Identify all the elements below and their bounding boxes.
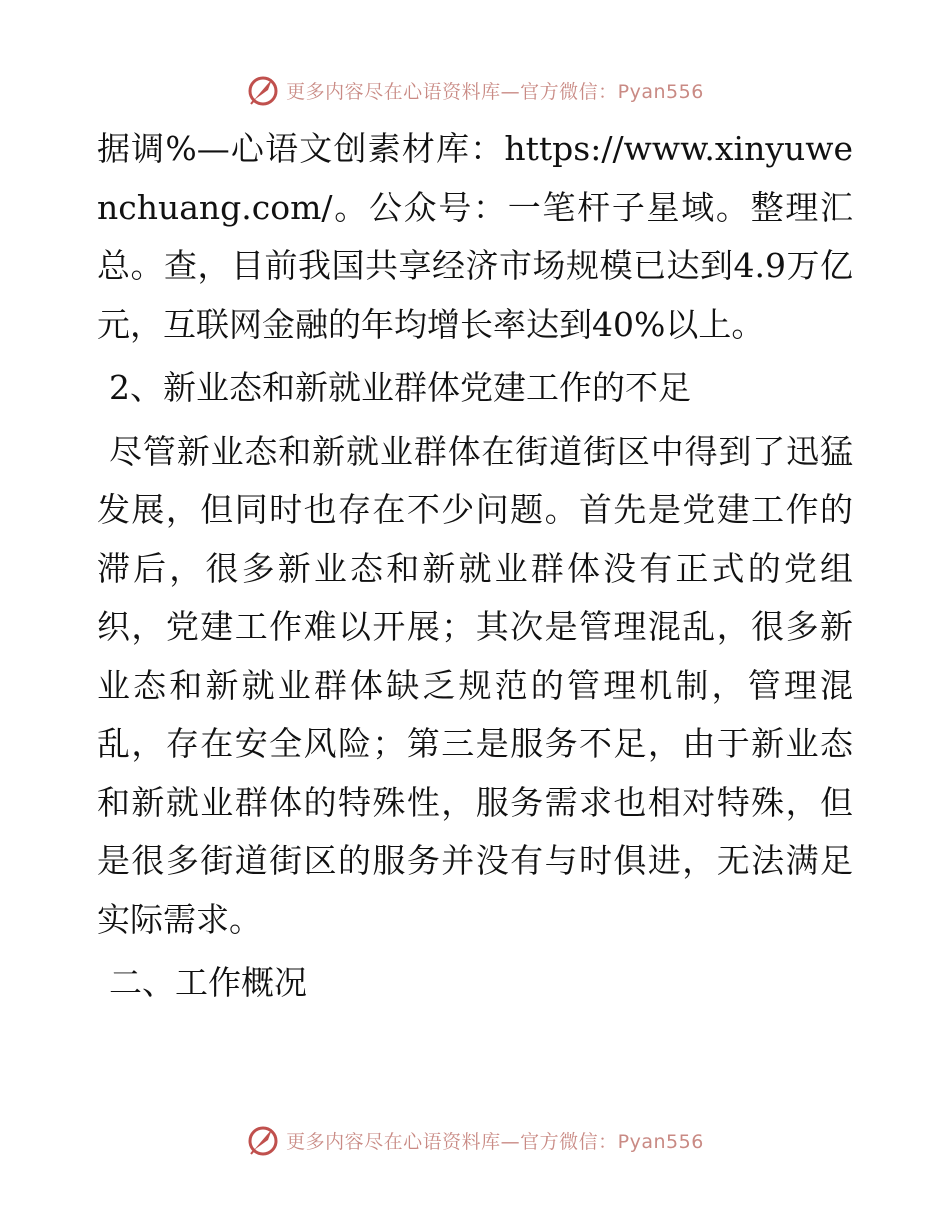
- quill-logo-icon: [246, 73, 280, 107]
- paragraph-market-data: 据调%—心语文创素材库：https://www.xinyuwenchuang.com/。公众号：一笔杆子星域。整理汇总。查，目前我国共享经济市场规模已达到4.9万亿元，互联网金融的年均增长率达到40%以上。: [97, 129, 853, 344]
- section-heading-shortcomings: 2、新业态和新就业群体党建工作的不足: [109, 368, 691, 407]
- section-heading-overview: 二、工作概况: [109, 963, 307, 1002]
- document-body: [97, 120, 853, 1013]
- quill-logo-icon: [246, 1123, 280, 1157]
- watermark-text: 更多内容尽在心语资料库—官方微信：Pyan556: [286, 80, 704, 103]
- header-watermark: [0, 70, 950, 110]
- paragraph-problems: 尽管新业态和新就业群体在街道街区中得到了迅猛发展，但同时也存在不少问题。首先是党建工作的滞后，很多新业态和新就业群体没有正式的党组织，党建工作难以开展；其次是管理混乱，很多新业态和新就业群体缺乏规范的管理机制，管理混乱，存在安全风险；第三是服务不足，由于新业态和新就业群体的特殊性，服务需求也相对特殊，但是很多街道街区的服务并没有与时俱进，无法满足实际需求。: [97, 431, 853, 939]
- footer-watermark: [0, 1120, 950, 1160]
- watermark-text: 更多内容尽在心语资料库—官方微信：Pyan556: [286, 1130, 704, 1153]
